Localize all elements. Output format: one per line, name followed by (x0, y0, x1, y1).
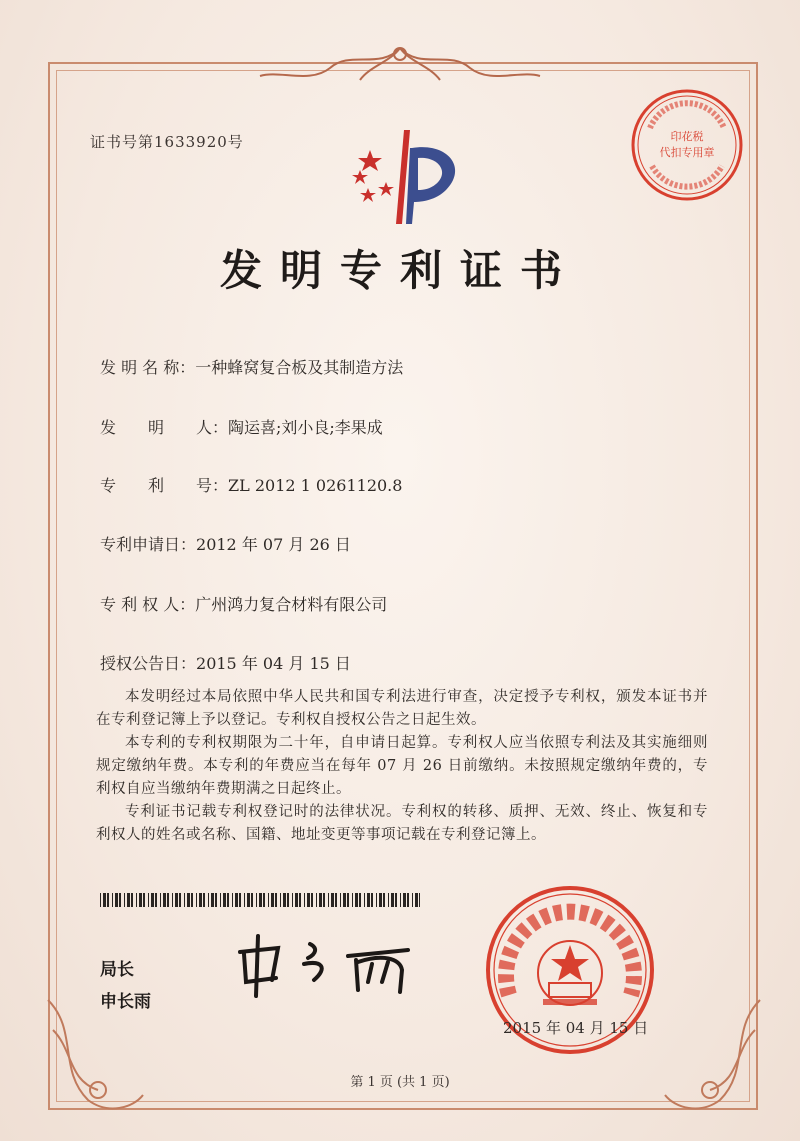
field-application-date (100, 532, 351, 555)
barcode (100, 893, 420, 907)
field-value: 一种蜂窝复合板及其制造方法 (195, 358, 404, 377)
body-paragraph: 专利证书记载专利权登记时的法律状况。专利权的转移、质押、无效、终止、恢复和专利权人的姓名或名称、国籍、地址变更等事项记载在专利登记簿上。 (96, 804, 708, 843)
top-ornament (250, 40, 550, 90)
certificate-number: 证书号第1633920号 (90, 133, 244, 151)
field-label: 专 利 号： (100, 476, 229, 495)
field-grant-date (100, 651, 351, 674)
svg-text:印花税: 印花税 (670, 130, 704, 143)
director-title: 局长 (100, 960, 134, 980)
certificate-body (96, 686, 708, 847)
field-value: ZL 2012 1 0261120.8 (228, 476, 403, 495)
certificate-title: 发明专利证书 (219, 246, 580, 295)
body-paragraph: 本发明经过本局依照中华人民共和国专利法进行审查，决定授予专利权，颁发本证书并在专利登记簿上予以登记。专利权自授权公告之日起生效。 (96, 689, 708, 728)
director-name: 申长雨 (100, 992, 151, 1012)
field-label: 专 利 权 人： (100, 595, 196, 614)
svg-text:代扣专用章: 代扣专用章 (659, 146, 715, 159)
field-value: 广州鸿力复合材料有限公司 (195, 595, 388, 614)
field-value: 2015 年 04 月 15 日 (196, 654, 351, 673)
field-label: 专利申请日： (100, 535, 197, 554)
field-invention-name (100, 355, 403, 378)
director-signature (232, 930, 422, 1000)
field-patent-number (100, 473, 402, 496)
issue-date: 2015 年 04 月 15 日 (503, 1019, 649, 1037)
field-inventors (100, 415, 383, 438)
field-value: 陶运喜;刘小良;李果成 (228, 418, 383, 437)
field-patentee (100, 592, 387, 615)
field-value: 2012 年 07 月 26 日 (196, 535, 351, 554)
field-label: 发 明 名 称： (100, 358, 196, 377)
bottom-right-ornament (660, 990, 770, 1120)
page-number: 第 1 页 (共 1 页) (350, 1075, 450, 1090)
tax-seal-stamp (630, 88, 744, 202)
patent-office-logo (338, 128, 468, 228)
field-label: 发 明 人： (100, 418, 229, 437)
field-label: 授权公告日： (100, 654, 197, 673)
body-paragraph: 本专利的专利权期限为二十年，自申请日起算。专利权人应当依照专利法及其实施细则规定缴纳年费。本专利的年费应当在每年 07 月 26 日前缴纳。未按照规定缴纳年费的，专利权自应当缴纳年费期满之日起终止。 (96, 735, 708, 797)
